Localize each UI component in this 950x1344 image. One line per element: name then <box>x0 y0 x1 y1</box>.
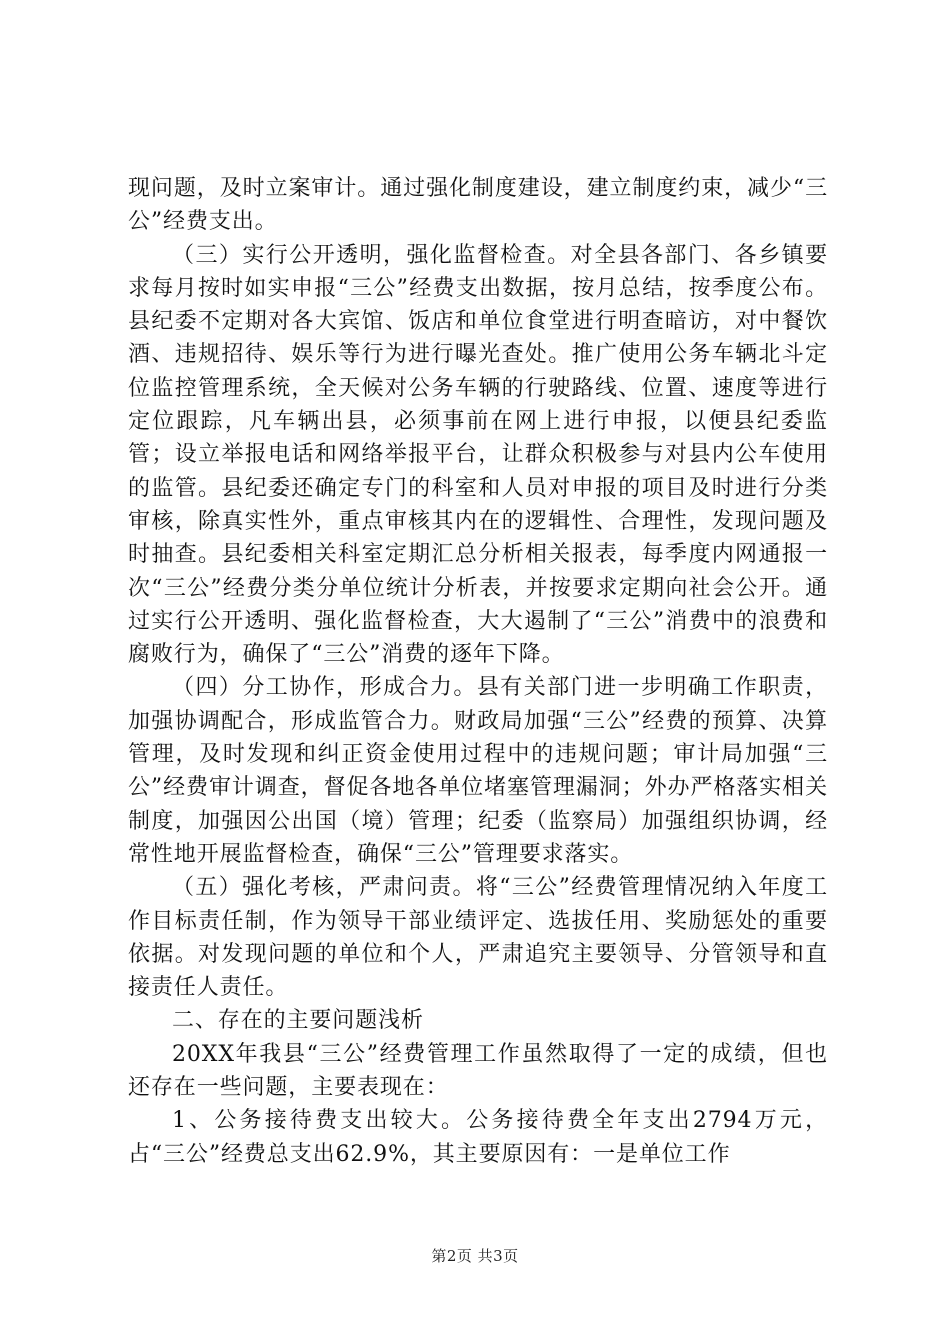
paragraph-problems-intro: 20XX年我县“三公”经费管理工作虽然取得了一定的成绩，但也还存在一些问题，主要表现在： <box>128 1041 828 1101</box>
paragraph-section-3: （三）实行公开透明，强化监督检查。对全县各部门、各乡镇要求每月按时如实申报“三公”经费支出数据，按月总结，按季度公布。县纪委不定期对各大宾馆、饭店和单位食堂进行明查暗访，对中餐饮酒、违规招待、娱乐等行为进行曝光查处。推广使用公务车辆北斗定位监控管理系统，全天候对公务车辆的行驶路线、位置、速度等进行定位跟踪，凡车辆出县，必须事前在网上进行申报，以便县纪委监管；设立举报电话和网络举报平台，让群众积极参与对县内公车使用的监管。县纪委还确定专门的科室和人员对申报的项目及时进行分类审核，除真实性外，重点审核其内在的逻辑性、合理性，发现问题及时抽查。县纪委相关科室定期汇总分析相关报表，每季度内网通报一次“三公”经费分类分单位统计分析表，并按要求定期向社会公开。通过实行公开透明、强化监督检查，大大遏制了“三公”消费中的浪费和腐败行为，确保了“三公”消费的逐年下降。 <box>128 242 828 668</box>
paragraph-continuation: 现问题，及时立案审计。通过强化制度建设，建立制度约束，减少“三公”经费支出。 <box>128 176 828 235</box>
paragraph-section-4: （四）分工协作，形成合力。县有关部门进一步明确工作职责，加强协调配合，形成监管合力。财政局加强“三公”经费的预算、决算管理，及时发现和纠正资金使用过程中的违规问题；审计局加强“三公”经费审计调查，督促各地各单位堵塞管理漏洞；外办严格落实相关制度，加强因公出国（境）管理；纪委（监察局）加强组织协调，经常性地开展监督检查，确保“三公”管理要求落实。 <box>128 675 828 867</box>
document-body <box>128 172 828 1171</box>
paragraph-reception-expense: 1、公务接待费支出较大。公务接待费全年支出2794万元，占“三公”经费总支出62.9%，其主要原因有：一是单位工作 <box>128 1108 828 1167</box>
section-heading-problems: 二、存在的主要问题浅析 <box>172 1008 424 1034</box>
paragraph-section-5: （五）强化考核，严肃问责。将“三公”经费管理情况纳入年度工作目标责任制，作为领导干部业绩评定、选拔任用、奖励惩处的重要依据。对发现问题的单位和个人，严肃追究主要领导、分管领导和直接责任人责任。 <box>128 875 828 1001</box>
page-footer: 第2页 共3页 <box>431 1247 519 1265</box>
